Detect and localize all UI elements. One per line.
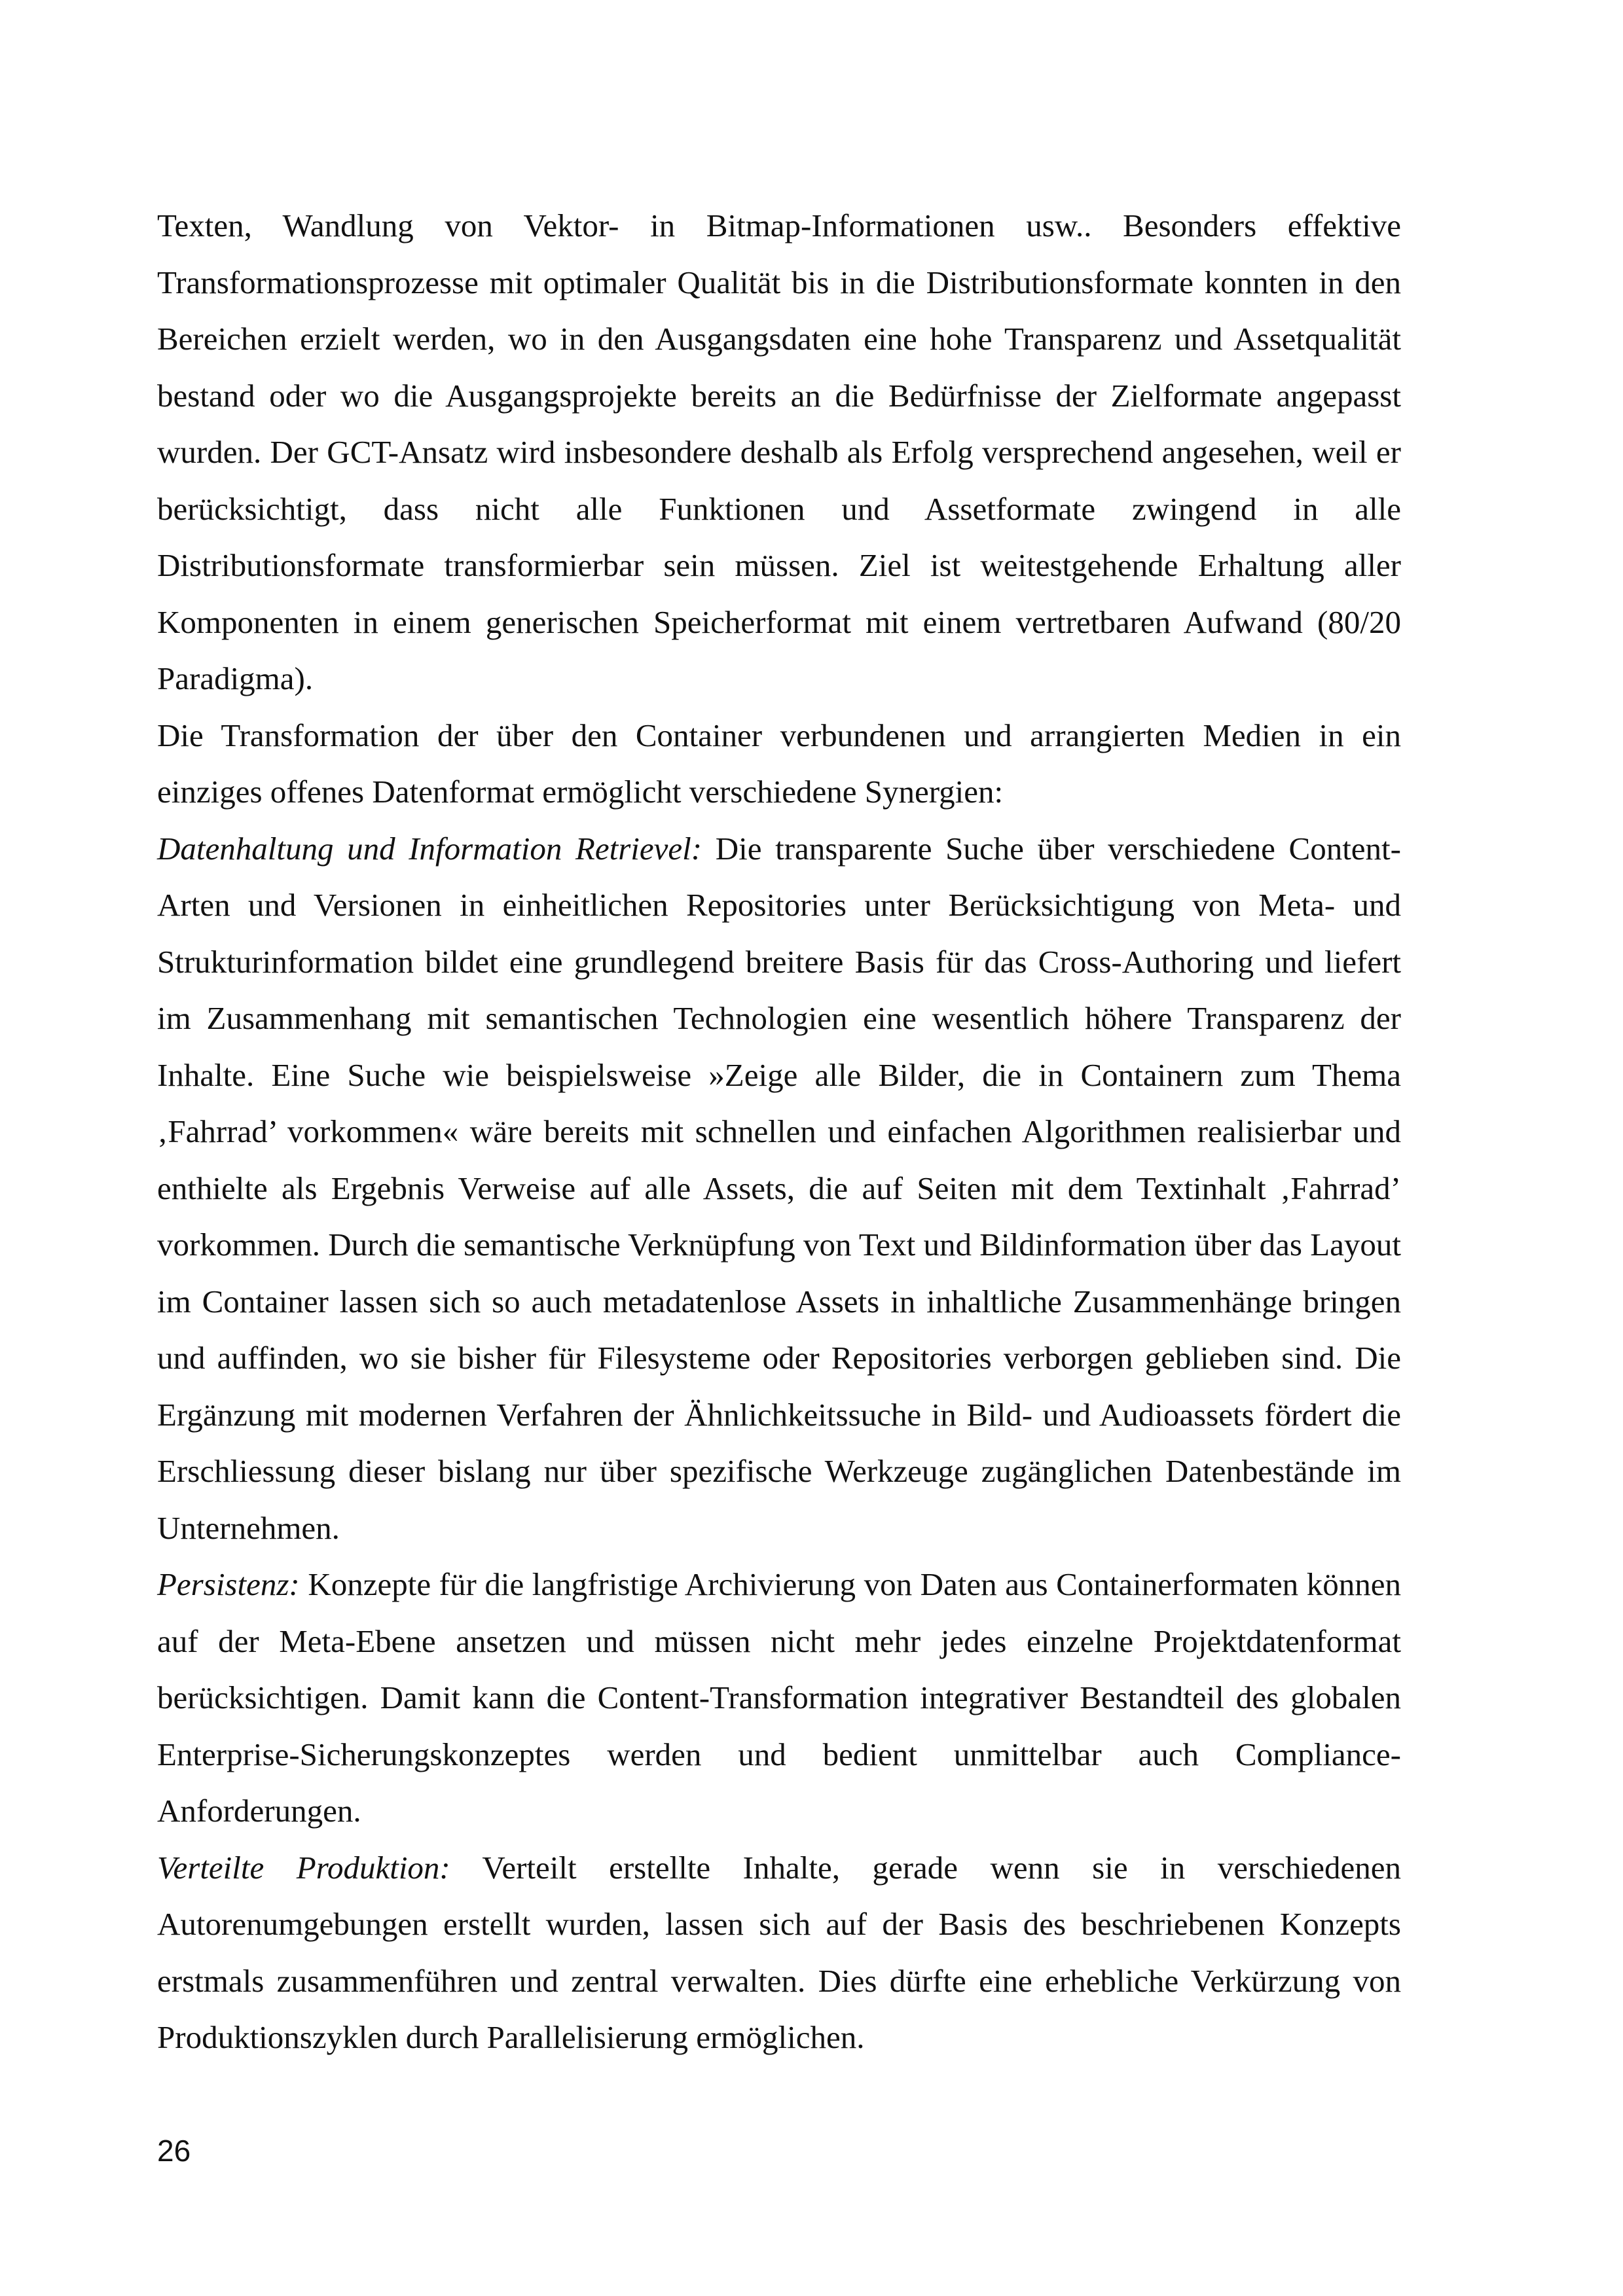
paragraph-persistence (157, 1556, 1401, 1840)
paragraph-lead-datenhaltung: Datenhaltung und Information Retrievel: (157, 830, 702, 867)
paragraph-text: Verteilt erstellte Inhalte, gerade wenn sie in verschiedenen Autorenumgebungen erstellt wurden, lassen sich auf der Basis des beschriebenen Konzepts erstmals zusammenführen und zentral verwalten. Dies dürfte eine erhebliche Verkürzung von Produktionszyklen durch Parallelisierung ermöglichen. (157, 1849, 1401, 2055)
paragraph-synergies-intro (157, 708, 1401, 821)
paragraph-text: Texten, Wandlung von Vektor- in Bitmap-Informationen usw.. Besonders effektive Transformationsprozesse mit optimaler Qualität bis in die Distributionsformate konnten in den Bereichen erzielt werden, wo in den Ausgangsdaten eine hohe Transparenz und Assetqualität bestand oder wo die Ausgangsprojekte bereits an die Bedürfnisse der Zielformate angepasst wurden. Der GCT-Ansatz wird insbesondere deshalb als Erfolg versprechend angesehen, weil er berücksichtigt, dass nicht alle Funktionen und Assetformate zwingend in alle Distributionsformate transformierbar sein müssen. Ziel ist weitestgehende Erhaltung aller Komponenten in einem generischen Speicherformat mit einem vertretbaren Aufwand (80/20 Paradigma). (157, 207, 1401, 696)
paragraph-text: Konzepte für die langfristige Archivierung von Daten aus Containerformaten können auf der Meta-Ebene ansetzen und müssen nicht mehr jedes einzelne Projektdatenformat berücksichtigen. Damit kann die Content-Transformation integrativer Bestandteil des globalen Enterprise-Sicherungskonzeptes werden und bedient unmittelbar auch Compliance-Anforderungen. (157, 1566, 1401, 1829)
paragraph-transformation-quality (157, 198, 1401, 708)
page-number: 26 (157, 2134, 191, 2168)
paragraph-lead-persistenz: Persistenz: (157, 1566, 300, 1602)
body-text (157, 198, 1401, 2066)
paragraph-text: Die Transformation der über den Container verbundenen und arrangierten Medien in ein einziges offenes Datenformat ermöglicht verschiedene Synergien: (157, 717, 1401, 810)
paragraph-text: Die transparente Suche über verschiedene Content-Arten und Versionen in einheitlichen Repositories unter Berücksichtigung von Meta- und Strukturinformation bildet eine grundlegend breitere Basis für das Cross-Authoring und liefert im Zusammenhang mit semantischen Technologien eine wesentlich höhere Transparenz der Inhalte. Eine Suche wie beispielsweise »Zeige alle Bilder, die in Containern zum Thema ‚Fahrrad’ vorkommen« wäre bereits mit schnellen und einfachen Algorithmen realisierbar und enthielte als Ergebnis Verweise auf alle Assets, die auf Seiten mit dem Textinhalt ‚Fahrrad’ vorkommen. Durch die semantische Verknüpfung von Text und Bildinformation über das Layout im Container lassen sich so auch metadatenlose Assets in inhaltliche Zusammenhänge bringen und auffinden, wo sie bisher für Filesysteme oder Repositories verborgen geblieben sind. Die Ergänzung mit modernen Verfahren der Ähnlichkeitssuche in Bild- und Audioassets fördert die Erschliessung dieser bislang nur über spezifische Werkzeuge zugänglichen Datenbestände im Unternehmen. (157, 830, 1401, 1546)
paragraph-data-retrieval (157, 821, 1401, 1557)
paragraph-distributed-production (157, 1840, 1401, 2066)
paragraph-lead-verteilte-produktion: Verteilte Produktion: (157, 1849, 450, 1886)
